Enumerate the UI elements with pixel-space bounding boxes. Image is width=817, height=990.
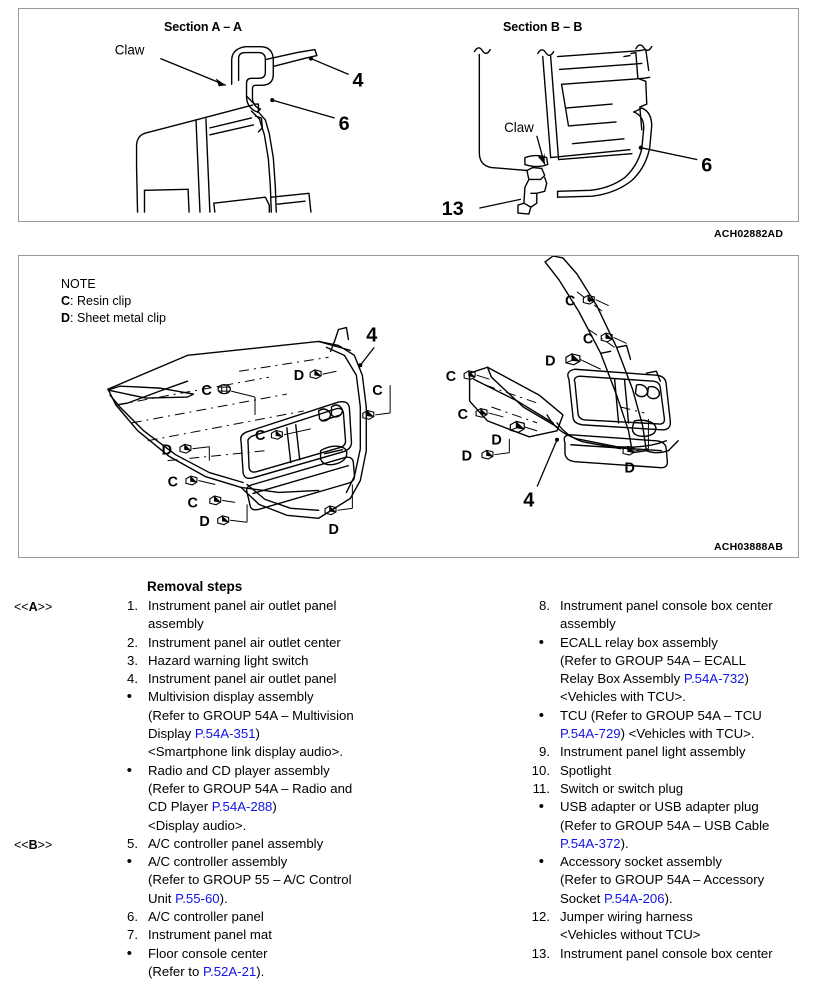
svg-text:C: C: [457, 406, 469, 423]
step-text-run: Socket: [560, 890, 604, 906]
step-text-line: [560, 688, 817, 706]
step-text-line: [560, 634, 817, 652]
step-text-run: ECALL relay box assembly: [560, 634, 718, 650]
removal-steps-section: [0, 576, 817, 990]
step-text: [560, 743, 817, 761]
step-bullet-marker: •: [538, 853, 544, 871]
removal-step-item: [110, 835, 500, 853]
callout-6-b: 6: [701, 154, 713, 177]
step-text-run: <Display audio>.: [148, 817, 247, 833]
step-text-run: ).: [664, 890, 673, 906]
step-text-run: ): [744, 671, 749, 687]
figure-panel-clips: [18, 255, 799, 558]
step-text-run: <Smartphone link display audio>.: [148, 744, 344, 760]
step-text: [560, 853, 817, 908]
removal-step-item: [522, 762, 817, 780]
page-reference-link[interactable]: P.54A-372: [560, 835, 621, 851]
removal-steps-column-right: [522, 576, 817, 963]
removal-step-item: [522, 908, 817, 945]
step-text-run: Floor console center: [148, 945, 268, 961]
note-line-d: [61, 310, 166, 327]
step-text-line: [560, 817, 817, 835]
svg-text:D: D: [161, 442, 173, 459]
removal-step-item: [522, 945, 817, 963]
step-text: [560, 634, 817, 707]
page-reference-link[interactable]: P.55-60: [175, 890, 220, 906]
step-number-marker: 13.: [531, 945, 550, 961]
step-text-run: (Refer to GROUP 54A – USB Cable: [560, 817, 770, 833]
step-text-run: Instrument panel mat: [148, 927, 272, 943]
removal-step-item: [522, 634, 817, 707]
step-text-run: A/C controller panel: [148, 909, 264, 925]
removal-step-item: [522, 798, 817, 853]
step-text-line: [148, 890, 500, 908]
step-text: [148, 853, 500, 908]
step-text-run: ).: [219, 890, 228, 906]
step-text-line: [148, 762, 500, 780]
step-text: [148, 945, 500, 982]
section-marker-a: [14, 600, 52, 614]
step-text-run: Instrument panel console box center: [560, 598, 773, 613]
clip-callout-group-right: [446, 294, 649, 477]
step-text-run: <Vehicles with TCU>.: [560, 689, 686, 705]
section-views-line-art: [19, 9, 798, 221]
step-text: [560, 780, 817, 798]
step-text-line: [148, 597, 500, 615]
removal-step-item: [110, 908, 500, 926]
section-marker-b-letter: B: [28, 838, 38, 852]
step-text-run: ) <Vehicles with TCU>.: [620, 726, 755, 742]
removal-step-item: [522, 780, 817, 798]
section-title-a-a: Section A – A: [164, 20, 242, 34]
step-text-line: [560, 798, 817, 816]
step-text-run: (Refer to GROUP 54A – ECALL: [560, 652, 746, 668]
step-text: [148, 926, 500, 944]
step-text-line: [560, 670, 817, 688]
callout-6-a: 6: [338, 112, 350, 135]
step-text-line: [560, 853, 817, 871]
step-text-line: [560, 945, 817, 963]
step-text-line: [148, 688, 500, 706]
note-key-c: C: [61, 294, 71, 308]
removal-step-item: [110, 652, 500, 670]
step-text-line: [560, 597, 817, 615]
step-text: [148, 688, 500, 761]
step-text-run: ): [255, 726, 260, 742]
note-key-d: D: [61, 311, 71, 325]
page-reference-link[interactable]: P.54A-206: [603, 890, 665, 906]
step-number-marker: 4.: [127, 671, 138, 687]
step-text: [148, 908, 500, 926]
step-text-line: [560, 890, 817, 908]
step-text-line: [560, 652, 817, 670]
step-text-line: [560, 871, 817, 889]
step-text-run: Multivision display assembly: [148, 689, 314, 705]
step-number-marker: 9.: [539, 744, 550, 760]
step-text-line: [148, 945, 500, 963]
step-text-run: (Refer to: [148, 963, 203, 979]
step-text: [560, 597, 817, 634]
page-reference-link[interactable]: P.54A-729: [560, 726, 621, 742]
page-reference-link[interactable]: P.54A-288: [211, 799, 273, 815]
step-bullet-marker: •: [126, 761, 132, 779]
svg-text:C: C: [255, 427, 266, 444]
step-text: [560, 798, 817, 853]
step-text-line: [148, 707, 500, 725]
step-text: [148, 670, 500, 688]
step-text-run: A/C controller assembly: [148, 854, 288, 870]
step-text-line: [148, 780, 500, 798]
step-text-run: Radio and CD player assembly: [148, 762, 330, 778]
note-sep-d: :: [70, 311, 77, 325]
step-text-line: [560, 743, 817, 761]
svg-text:C: C: [564, 293, 576, 310]
step-text: [148, 597, 500, 634]
step-text-run: Instrument panel air outlet panel: [148, 671, 337, 687]
svg-text:C: C: [372, 383, 383, 400]
step-text: [148, 652, 500, 670]
step-text-run: Instrument panel air outlet center: [148, 634, 341, 650]
step-text-run: (Refer to GROUP 54A – Accessory: [560, 872, 765, 888]
step-text-run: ).: [256, 963, 265, 979]
removal-step-item: [110, 634, 500, 652]
step-text-run: Relay Box Assembly: [560, 671, 684, 687]
svg-text:D: D: [545, 353, 556, 370]
step-text-run: Switch or switch plug: [560, 780, 684, 796]
removal-step-item: [522, 853, 817, 908]
note-text-c: Resin clip: [76, 294, 132, 308]
removal-step-item: [110, 945, 500, 982]
step-text-run: ): [272, 799, 277, 815]
removal-step-item: [522, 707, 817, 744]
note-text-d: Sheet metal clip: [76, 311, 166, 325]
step-text: [560, 908, 817, 945]
step-text-run: Instrument panel console box center: [560, 945, 773, 961]
step-text-line: [148, 615, 500, 633]
step-text: [148, 762, 500, 835]
step-text-line: [560, 615, 817, 633]
removal-steps-heading: Removal steps: [147, 579, 243, 594]
step-text-run: <Vehicles without TCU>: [560, 927, 701, 943]
removal-step-item: [110, 688, 500, 761]
callout-4-left: 4: [366, 324, 378, 347]
section-marker-b-prefix: <<: [14, 838, 29, 852]
removal-step-item: [522, 597, 817, 634]
step-text-line: [560, 780, 817, 798]
step-bullet-marker: •: [538, 633, 544, 651]
removal-step-item: [522, 743, 817, 761]
step-text-line: [148, 835, 500, 853]
step-text-run: (Refer to GROUP 55 – A/C Control: [148, 872, 352, 888]
note-title: NOTE: [61, 277, 96, 291]
step-text-run: Jumper wiring harness: [560, 909, 693, 925]
step-text-run: Display: [148, 726, 195, 742]
figure-panel-sections: [18, 8, 799, 222]
step-number-marker: 2.: [127, 634, 138, 650]
step-text-run: Instrument panel light assembly: [560, 744, 746, 760]
step-text-line: [148, 652, 500, 670]
step-text: [148, 634, 500, 652]
section-marker-b: [14, 838, 52, 852]
step-text-line: [560, 707, 817, 725]
removal-step-item: [110, 853, 500, 908]
page-reference-link[interactable]: P.54A-732: [683, 671, 745, 687]
step-bullet-marker: •: [126, 688, 132, 706]
svg-text:D: D: [491, 432, 502, 449]
step-text-run: A/C controller panel assembly: [148, 835, 324, 851]
step-text-line: [148, 798, 500, 816]
step-number-marker: 5.: [127, 835, 138, 851]
step-text-line: [148, 871, 500, 889]
step-text-line: [148, 670, 500, 688]
callout-4-right: 4: [523, 489, 535, 512]
figure-code-sections: ACH02882AD: [714, 228, 784, 240]
step-bullet-marker: •: [126, 944, 132, 962]
section-marker-a-suffix: >>: [37, 600, 53, 614]
svg-text:D: D: [328, 522, 339, 539]
step-number-marker: 10.: [531, 762, 550, 778]
step-text-line: [560, 835, 817, 853]
step-text-line: [560, 926, 817, 944]
step-text-line: [560, 908, 817, 926]
section-marker-a-letter: A: [28, 600, 38, 614]
step-text-run: Instrument panel air outlet panel: [148, 598, 337, 613]
step-bullet-marker: •: [538, 798, 544, 816]
page-reference-link[interactable]: P.54A-351: [194, 726, 256, 742]
step-text-line: [148, 908, 500, 926]
svg-text:C: C: [445, 369, 457, 386]
callout-claw-b: Claw: [504, 119, 534, 135]
step-text-line: [148, 817, 500, 835]
step-text-line: [148, 743, 500, 761]
step-text-run: (Refer to GROUP 54A – Radio and: [148, 780, 353, 796]
step-text-run: Spotlight: [560, 762, 612, 778]
page-reference-link[interactable]: P.52A-21: [202, 963, 257, 979]
svg-text:C: C: [201, 383, 212, 400]
step-number-marker: 8.: [539, 598, 550, 613]
step-text-run: Unit: [148, 890, 176, 906]
step-text: [560, 707, 817, 744]
removal-step-item: [110, 762, 500, 835]
removal-steps-column-left: [110, 576, 500, 981]
step-number-marker: 11.: [532, 780, 550, 796]
clip-callout-group-left: [162, 368, 390, 538]
removal-step-item: [110, 926, 500, 944]
step-text-line: [560, 762, 817, 780]
step-text-line: [148, 634, 500, 652]
removal-step-item: [110, 597, 500, 634]
section-marker-b-suffix: >>: [37, 838, 53, 852]
step-text-run: Accessory socket assembly: [560, 854, 722, 870]
svg-text:C: C: [187, 495, 198, 512]
svg-text:C: C: [167, 474, 179, 491]
figure-code-clips: ACH03888AB: [714, 541, 784, 553]
step-number-marker: 7.: [127, 927, 138, 943]
step-text-line: [148, 926, 500, 944]
callout-13-b: 13: [441, 198, 464, 221]
step-text-run: Hazard warning light switch: [148, 652, 309, 668]
svg-text:D: D: [624, 460, 635, 477]
svg-text:D: D: [461, 448, 473, 465]
note-sep-c: :: [70, 294, 77, 308]
step-text-line: [148, 725, 500, 743]
step-text-line: [148, 963, 500, 981]
step-text: [560, 762, 817, 780]
step-number-marker: 6.: [127, 909, 138, 925]
section-title-b-b: Section B – B: [503, 20, 583, 34]
step-text-run: (Refer to GROUP 54A – Multivision: [148, 707, 354, 723]
svg-text:D: D: [199, 514, 210, 531]
step-text-run: CD Player: [148, 799, 212, 815]
note-line-c: [61, 293, 166, 310]
step-number-marker: 3.: [127, 652, 138, 668]
step-text-line: [148, 853, 500, 871]
step-text-run: assembly: [560, 616, 616, 632]
step-bullet-marker: •: [538, 706, 544, 724]
svg-text:D: D: [293, 368, 305, 385]
step-text-run: USB adapter or USB adapter plug: [560, 799, 759, 815]
callout-4-a: 4: [352, 69, 364, 92]
svg-text:C: C: [582, 331, 594, 348]
note-block: [61, 276, 166, 327]
step-number-marker: 1.: [127, 598, 138, 613]
step-number-marker: 12.: [531, 909, 550, 925]
step-text-run: ).: [620, 835, 629, 851]
step-text-run: assembly: [148, 616, 204, 632]
step-text-run: TCU (Refer to GROUP 54A – TCU: [560, 707, 762, 723]
step-bullet-marker: •: [126, 853, 132, 871]
section-marker-a-prefix: <<: [14, 600, 29, 614]
removal-step-item: [110, 670, 500, 688]
callout-claw-a: Claw: [114, 42, 145, 58]
step-text-line: [560, 725, 817, 743]
step-text: [560, 945, 817, 963]
step-text: [148, 835, 500, 853]
